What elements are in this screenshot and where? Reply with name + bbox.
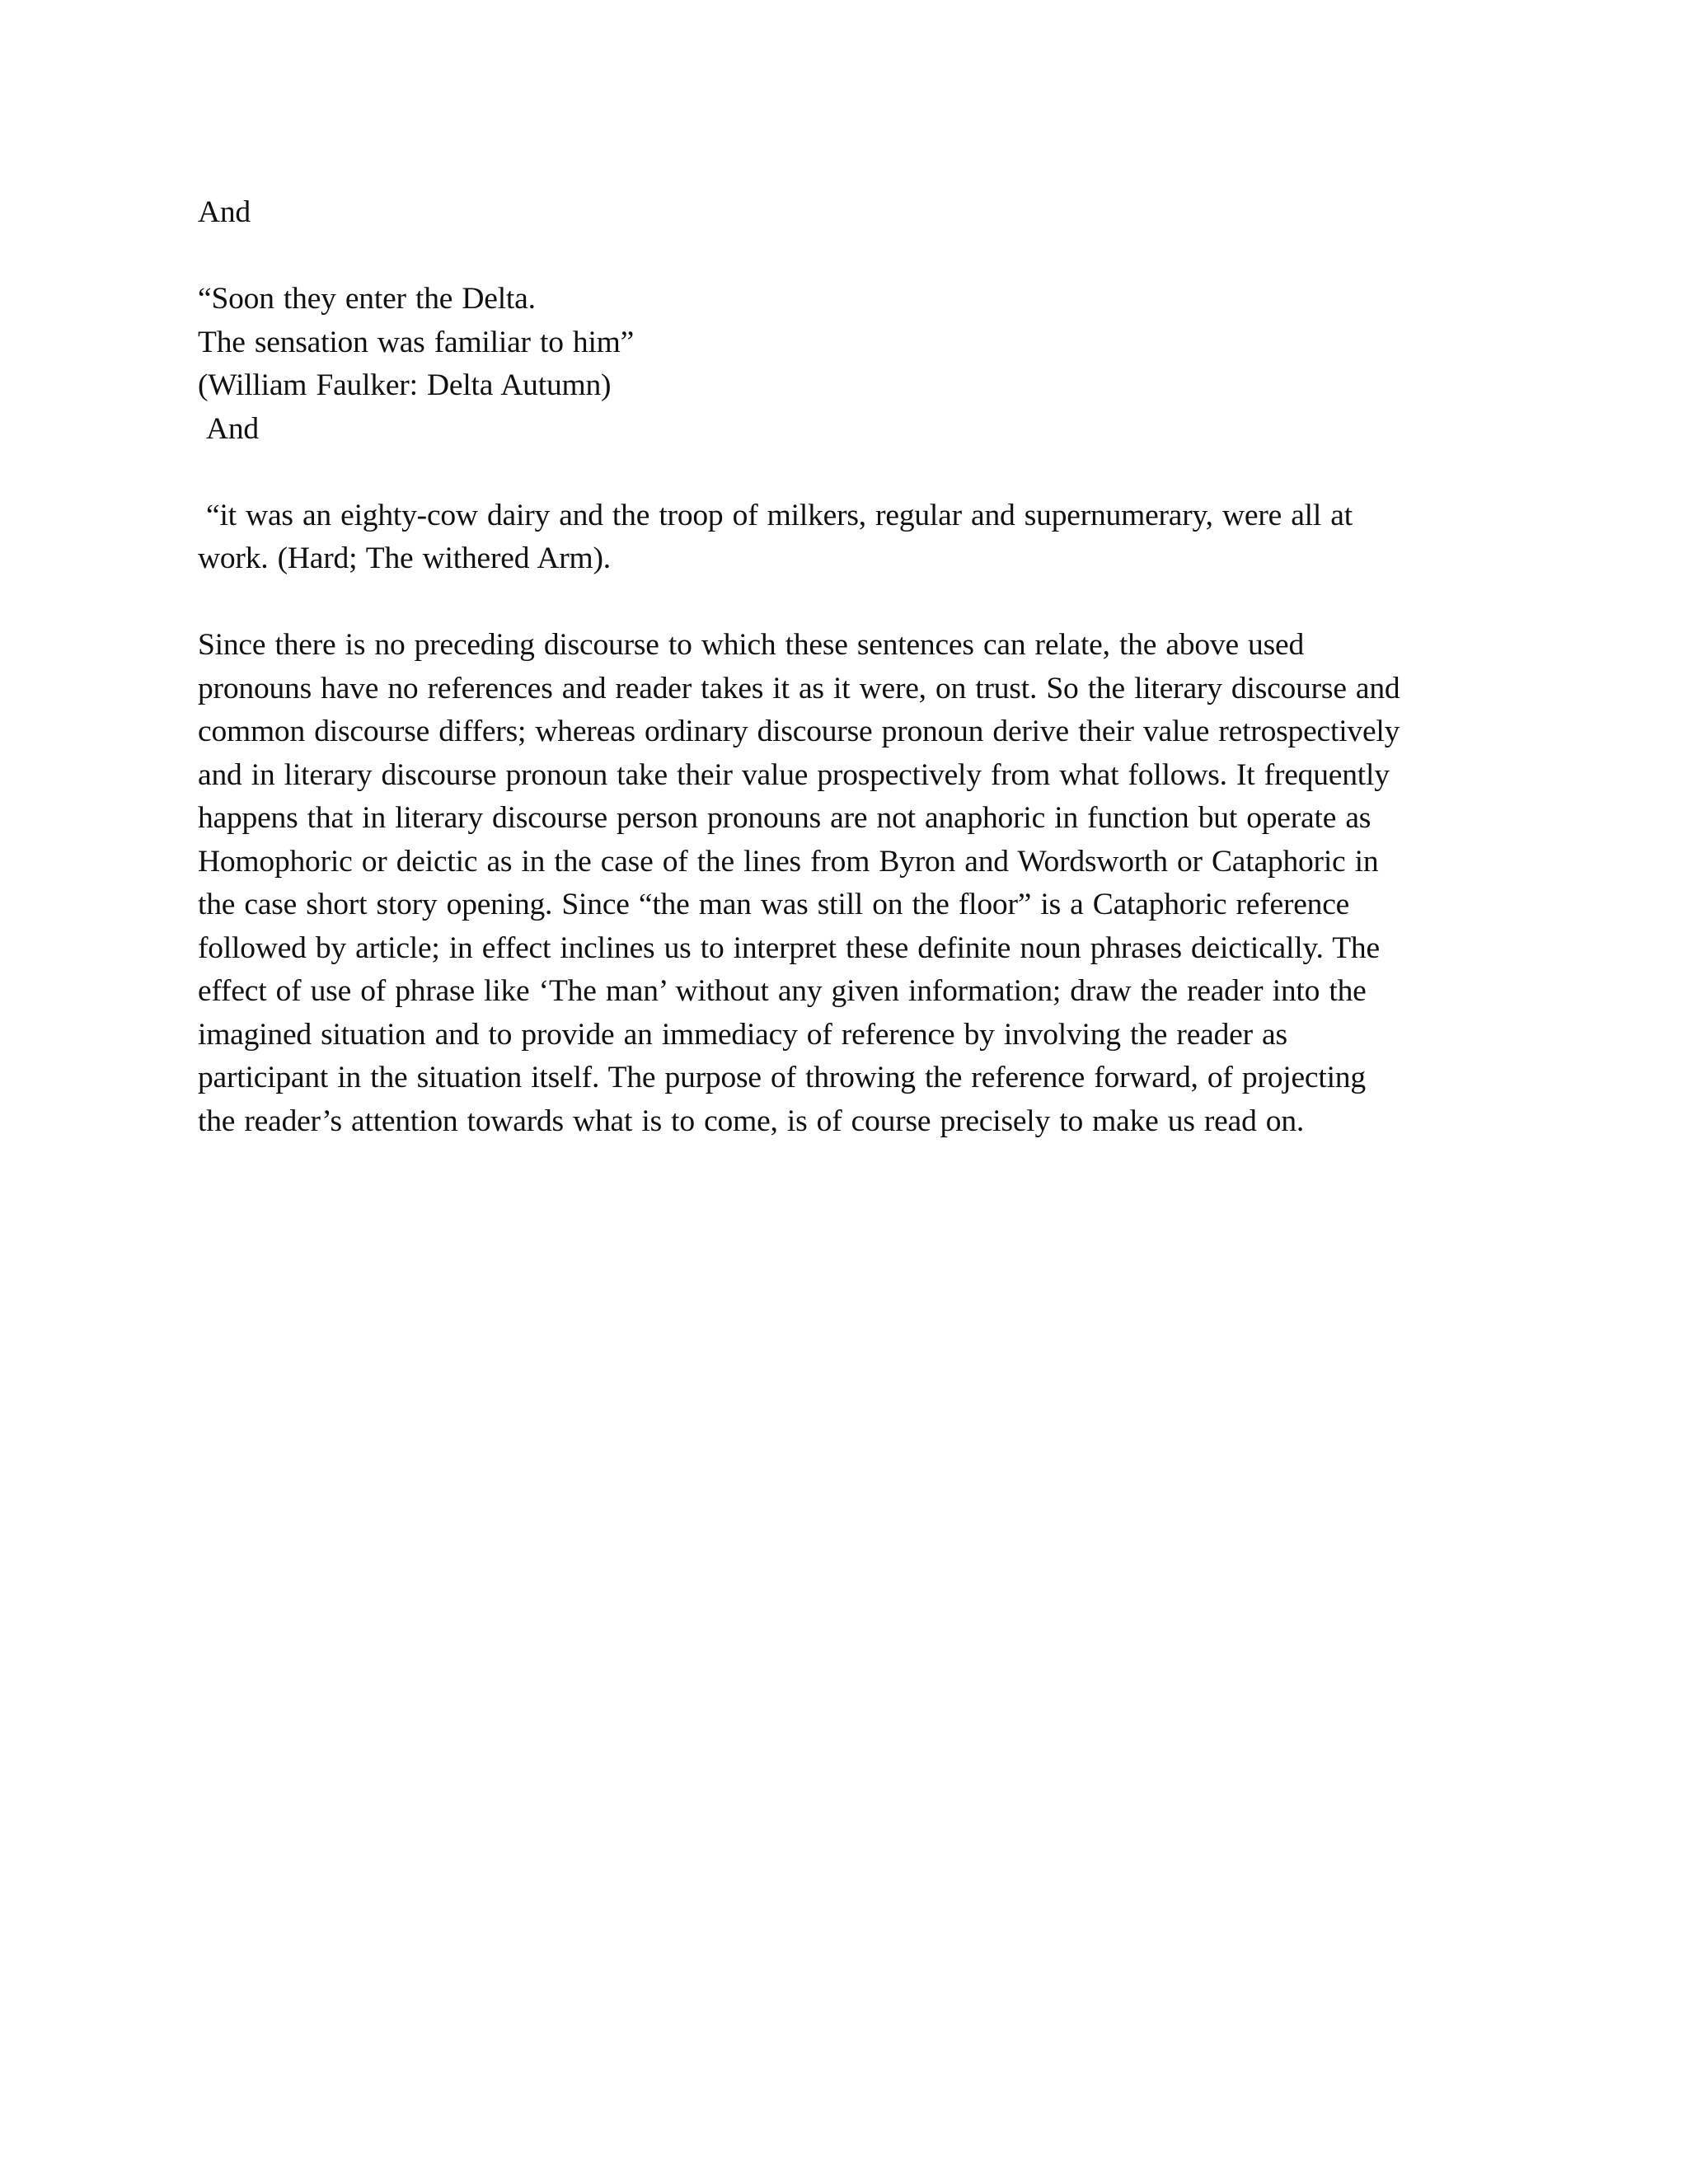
paragraph-line: happens that in literary discourse person pronouns are not anaphoric in function but operate as: [198, 801, 1372, 835]
paragraph-line: and in literary discourse pronoun take their value prospectively from what follows. It frequently: [198, 757, 1390, 792]
second-and: And: [206, 411, 259, 446]
paragraph-line: Since there is no preceding discourse to which these sentences can relate, the above used: [198, 628, 1304, 662]
quote-line: “it was an eighty-cow dairy and the troop of milkers, regular and supernumerary, were all at: [206, 498, 1353, 532]
paragraph-line: the case short story opening. Since “the man was still on the floor” is a Cataphoric reference: [198, 888, 1350, 921]
document-body: [198, 191, 1484, 1143]
quote-faulkner: [198, 278, 1484, 408]
paragraph-line: followed by article; in effect inclines us to interpret these definite noun phrases deictically. The: [198, 930, 1380, 965]
spacer: [198, 235, 1484, 279]
spacer: [198, 451, 1484, 494]
paragraph-line: Homophoric or deictic as in the case of the lines from Byron and Wordsworth or Cataphoric in: [198, 844, 1379, 879]
paragraph-line: the reader’s attention towards what is to come, is of course precisely to make us read on.: [198, 1104, 1305, 1138]
quote-line: “Soon they enter the Delta.: [198, 282, 536, 316]
paragraph-line: imagined situation and to provide an immediacy of reference by involving the reader as: [198, 1017, 1287, 1052]
quote-citation: work. (Hard; The withered Arm).: [198, 541, 611, 575]
quote-hardy: [198, 494, 1484, 581]
spacer: [198, 581, 1484, 625]
body-paragraph: [198, 624, 1484, 1143]
quote-citation: (William Faulker: Delta Autumn): [198, 368, 612, 402]
quote-line: The sensation was familiar to him”: [198, 325, 635, 359]
intro-and: And: [198, 195, 251, 229]
paragraph-line: participant in the situation itself. The purpose of throwing the reference forward, of projecting: [198, 1061, 1366, 1094]
paragraph-line: common discourse differs; whereas ordinary discourse pronoun derive their value retrospectively: [198, 715, 1400, 748]
paragraph-line: pronouns have no references and reader takes it as it were, on trust. So the literary discourse and: [198, 671, 1400, 705]
paragraph-line: effect of use of phrase like ‘The man’ without any given information; draw the reader into the: [198, 974, 1367, 1008]
